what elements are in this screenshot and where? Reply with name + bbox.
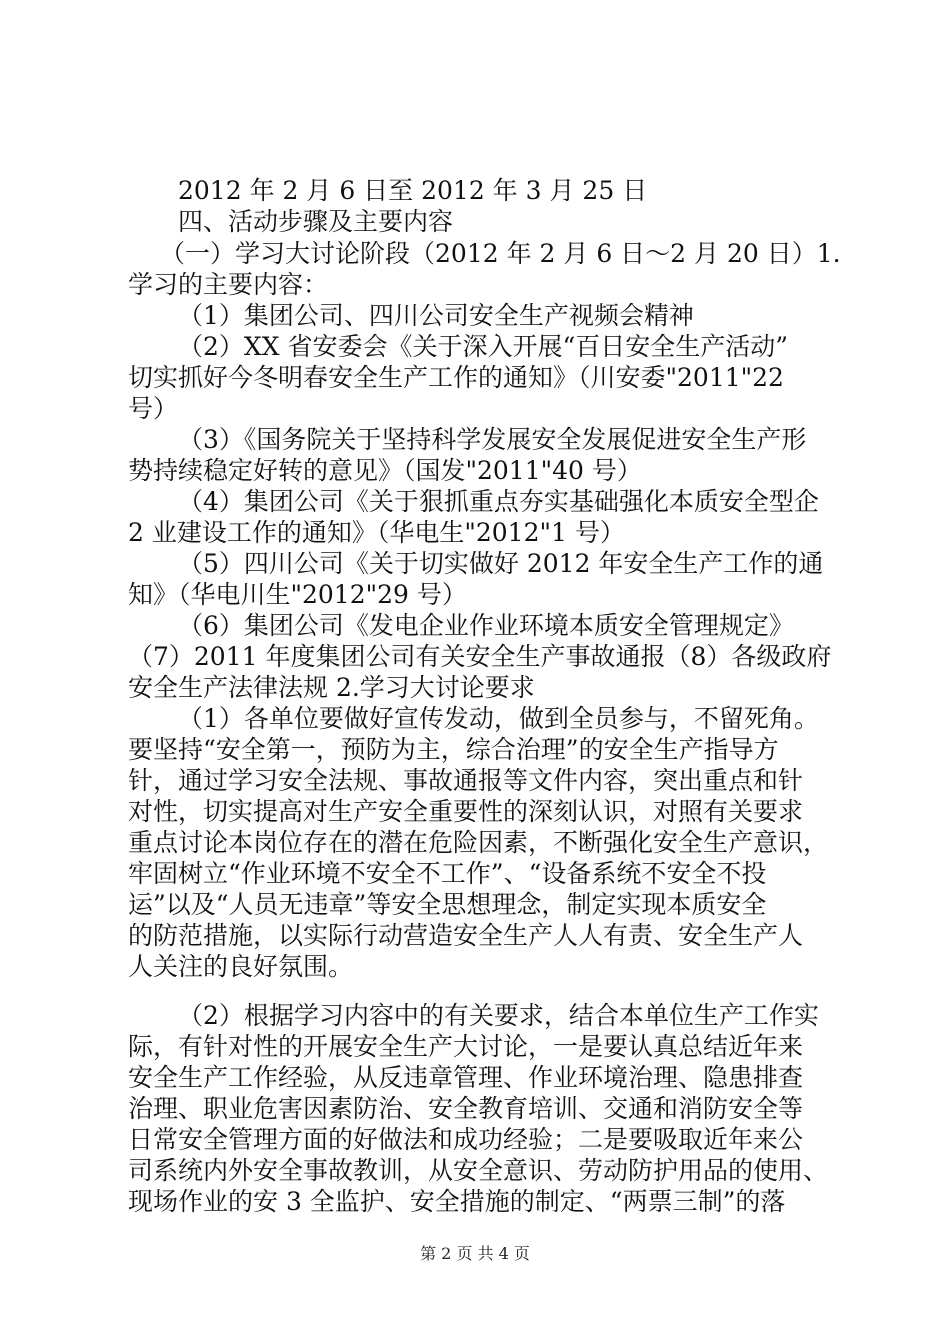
paragraph-line: 的防范措施，以实际行动营造安全生产人人有责、安全生产人 [128,921,804,950]
paragraph-line: （1）各单位要做好宣传发动，做到全员参与，不留死角。 [178,704,819,733]
list-item-line: （3）《国务院关于坚持科学发展安全发展促进安全生产形 [178,425,807,454]
list-item-line: （5）四川公司《关于切实做好 2012 年安全生产工作的通 [178,549,824,578]
list-item-line: （4）集团公司《关于狠抓重点夯实基础强化本质安全型企 [178,487,819,516]
list-item-line: 号） [128,394,179,423]
list-item-line: 安全生产法律法规 2.学习大讨论要求 [128,673,535,702]
paragraph-line: （一）学习大讨论阶段（2012 年 2 月 6 日～2 月 20 日）1. [160,239,841,268]
paragraph-line: 人关注的良好氛围。 [128,952,354,981]
paragraph-line: 运”以及“人员无违章”等安全思想理念，制定实现本质安全 [128,890,767,919]
paragraph-line: 安全生产工作经验，从反违章管理、作业环境治理、隐患排查 [128,1063,804,1092]
paragraph-line: 针，通过学习安全法规、事故通报等文件内容，突出重点和针 [128,766,804,795]
list-item-line: 势持续稳定好转的意见》（国发"2011"40 号） [128,456,642,485]
paragraph-line: 重点讨论本岗位存在的潜在危险因素，不断强化安全生产意识， [128,828,829,857]
paragraph-line: 际，有针对性的开展安全生产大讨论，一是要认真总结近年来 [128,1032,804,1061]
paragraph-line: 对性，切实提高对生产安全重要性的深刻认识，对照有关要求 [128,797,804,826]
list-item-line: 2 业建设工作的通知》（华电生"2012"1 号） [128,518,625,547]
paragraph-line: 学习的主要内容： [128,270,329,299]
list-item-line: 知》（华电川生"2012"29 号） [128,580,467,609]
date-range-line: 2012 年 2 月 6 日至 2012 年 3 月 25 日 [178,176,648,205]
list-item-line: 切实抓好今冬明春安全生产工作的通知》（川安委"2011"22 [128,363,784,392]
paragraph-line: （2）根据学习内容中的有关要求，结合本单位生产工作实 [178,1001,819,1030]
paragraph-line: 要坚持“安全第一，预防为主，综合治理”的安全生产指导方 [128,735,779,764]
paragraph-line: 司系统内外安全事故教训，从安全意识、劳动防护用品的使用、 [128,1156,829,1185]
list-item-line: （1）集团公司、四川公司安全生产视频会精神 [178,301,694,330]
page-footer: 第 2 页 共 4 页 [420,1244,530,1263]
paragraph-line: 日常安全管理方面的好做法和成功经验；二是要吸取近年来公 [128,1125,804,1154]
paragraph-line: 牢固树立“作业环境不安全不工作”、“设备系统不安全不投 [128,859,767,888]
paragraph-line: 现场作业的安 3 全监护、安全措施的制定、“两票三制”的落 [128,1187,786,1216]
section-heading: 四、活动步骤及主要内容 [178,207,454,236]
list-item-line: （2）XX 省安委会《关于深入开展“百日安全生产活动” [178,332,789,361]
list-item-line: （7）2011 年度集团公司有关安全生产事故通报（8）各级政府 [128,642,832,671]
paragraph-line: 治理、职业危害因素防治、安全教育培训、交通和消防安全等 [128,1094,804,1123]
list-item-line: （6）集团公司《发电企业作业环境本质安全管理规定》 [178,611,794,640]
